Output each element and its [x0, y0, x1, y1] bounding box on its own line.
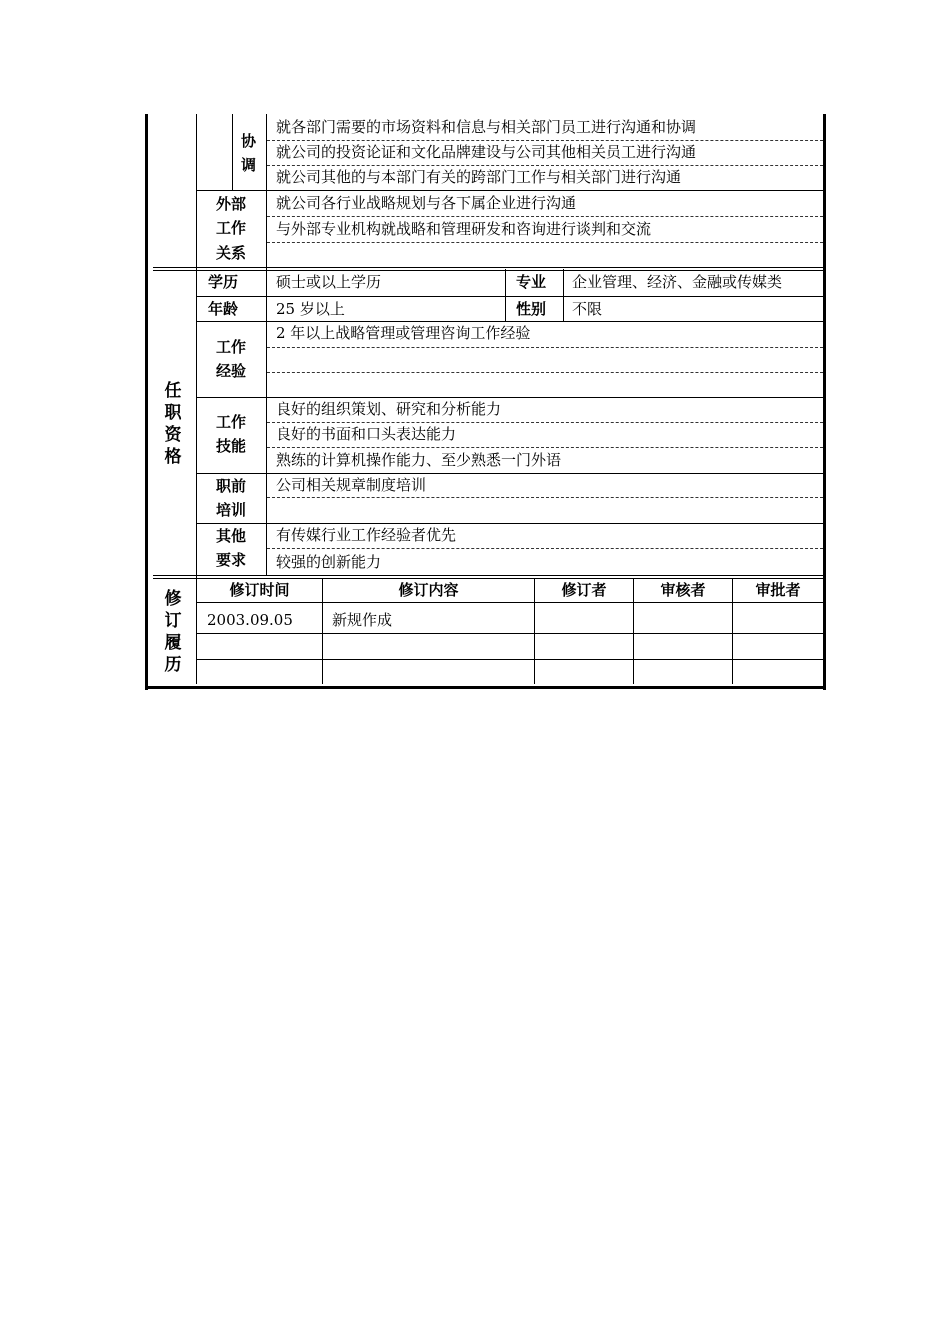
row-divider [196, 321, 823, 322]
row-divider [196, 473, 823, 474]
row-divider [196, 296, 823, 297]
experience-label-2: 经验 [216, 362, 247, 380]
external-label-3: 关系 [216, 244, 247, 262]
dashed-line [267, 447, 823, 448]
revision-row-divider [196, 659, 823, 660]
major-label-right-border [563, 269, 564, 321]
revision-header-divider [196, 602, 823, 603]
training-item: 公司相关规章制度培训 [276, 476, 427, 494]
revision-header-content: 修订内容 [398, 581, 459, 599]
job-description-table [145, 114, 829, 690]
revision-row-content: 新规作成 [332, 611, 393, 629]
section-divider [153, 267, 823, 268]
dashed-line [267, 372, 823, 373]
external-label-2: 工作 [216, 219, 247, 237]
qualification-section-label: 任 职 资 格 [164, 381, 182, 467]
dashed-line [267, 242, 823, 243]
external-item: 就公司各行业战略规划与各下属企业进行沟通 [276, 194, 577, 212]
major-label-left-border [505, 269, 506, 321]
row-divider [196, 397, 823, 398]
dashed-line [267, 497, 823, 498]
revision-header-reviser: 修订者 [561, 581, 607, 599]
revision-row-date: 2003.09.05 [207, 611, 293, 629]
experience-label-1: 工作 [216, 338, 247, 356]
major-label: 专业 [516, 273, 547, 291]
row-divider [196, 190, 823, 191]
other-item: 有传媒行业工作经验者优先 [276, 526, 457, 544]
dashed-line [267, 422, 823, 423]
row-divider [196, 523, 823, 524]
coordination-item: 就公司的投资论证和文化品牌建设与公司其他相关员工进行沟通 [276, 143, 697, 161]
other-item: 较强的创新能力 [276, 553, 382, 571]
training-label-2: 培训 [216, 501, 247, 519]
revision-section-label: 修 订 履 历 [164, 589, 182, 675]
outer-right-border [823, 114, 826, 690]
sublabel-column-border [232, 114, 233, 190]
revision-header-reviewer: 审核者 [660, 581, 706, 599]
age-label: 年龄 [208, 300, 239, 318]
skills-item: 熟练的计算机操作能力、至少熟悉一门外语 [276, 451, 562, 469]
section-divider [153, 270, 823, 271]
dashed-line [267, 165, 823, 166]
skills-label-1: 工作 [216, 413, 247, 431]
age-value: 25 岁以上 [276, 300, 345, 318]
skills-item: 良好的书面和口头表达能力 [276, 425, 457, 443]
education-value: 硕士或以上学历 [276, 273, 382, 291]
revision-header-approver: 审批者 [755, 581, 801, 599]
dashed-line [267, 216, 823, 217]
coordination-item: 就各部门需要的市场资料和信息与相关部门员工进行沟通和协调 [276, 118, 697, 136]
external-item: 与外部专业机构就战略和管理研发和咨询进行谈判和交流 [276, 220, 652, 238]
external-label-1: 外部 [216, 195, 247, 213]
other-label-1: 其他 [216, 527, 247, 545]
label-column-border [266, 114, 267, 575]
major-value: 企业管理、经济、金融或传媒类 [572, 273, 783, 291]
revision-header-date: 修订时间 [229, 581, 290, 599]
other-label-2: 要求 [216, 551, 247, 569]
training-label-1: 职前 [216, 477, 247, 495]
outer-bottom-border [145, 686, 826, 689]
skills-label-2: 技能 [216, 437, 247, 455]
experience-item: 2 年以上战略管理或管理咨询工作经验 [276, 324, 531, 342]
gender-label: 性别 [516, 300, 547, 318]
dashed-line [267, 140, 823, 141]
revision-row-divider [196, 633, 823, 634]
dashed-line [267, 548, 823, 549]
education-label: 学历 [208, 273, 239, 291]
gender-value: 不限 [572, 300, 603, 318]
coordination-item: 就公司其他的与本部门有关的跨部门工作与相关部门进行沟通 [276, 168, 682, 186]
coordination-label-1: 协 [241, 132, 257, 150]
skills-item: 良好的组织策划、研究和分析能力 [276, 400, 502, 418]
section-divider [153, 575, 823, 576]
dashed-line [267, 347, 823, 348]
outer-left-border [145, 114, 148, 690]
coordination-label-2: 调 [241, 156, 257, 174]
